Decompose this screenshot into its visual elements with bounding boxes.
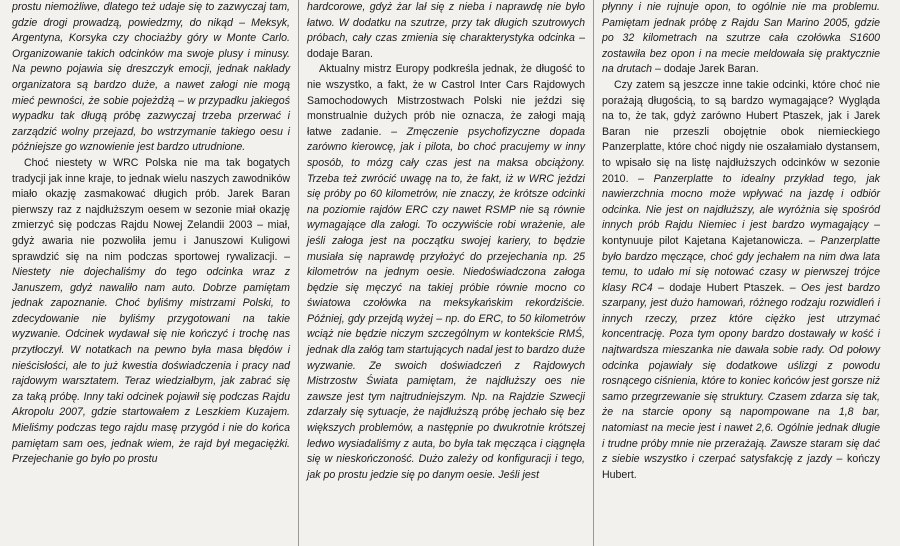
- quote-text: – Niestety nie dojechaliśmy do tego odcinka wraz z Januszem, gdyż nawaliło nam auto. Dobrze pamiętam jednak zapoznanie. Choć byliśmy mistrzami Polski, to zdecydowanie nie byliśmy przygotowani na takie wyzwanie. Odcinek wydawał się nie kończyć i trochę nas przytłoczył. W notatkach na pewno była masa błędów i nieścisłości, ale to już kwestia doświadczenia i pracy nad rajdowym warsztatem. Teraz wiedziałbym, jak zabrać się za taką próbę. Inny taki odcinek pojawił się podczas Rajdu Akropolu 2007, gdzie startowałem z Leszkiem Kuzajem. Mieliśmy podczas tego rajdu masę przygód i nie do końca pamiętam sam oes, jednak wiem, że rajd był megaciężki. Przejechanie go było po prostu: [12, 250, 290, 466]
- body-text: – dodaje Jarek Baran.: [652, 63, 759, 76]
- body-text: Czy zatem są jeszcze inne takie odcinki, które choć nie porażają długością, to są bardzo wymagające? Wygląda na to, że tak, gdyż zarówno Hubert Ptaszek, jak i Jarek Baran nie przeszli obojętnie obok niemieckiego Panzerplatte, które choć nigdy nie oszałamiało dystansem, to wpisało się na listę najdłuższych odcinków w sezonie 2010.: [602, 78, 880, 185]
- body-text: – kończy Hubert.: [602, 453, 880, 481]
- column-divider: [593, 0, 594, 546]
- quote-text: – Panzerplatte było bardzo męczące, choć gdy jechałem na nim dwa lata temu, to udało mi się notować czasy w pierwszej trójce klasy RC4: [602, 234, 880, 294]
- text-column-1: [6, 0, 296, 546]
- quote-text: hardcorowe, gdyż żar lał się z nieba i naprawdę nie było łatwo. W dodatku na szutrze, przy tak długich szutrowych próbach, cały czas zmienia się charakterystyka odcinka: [307, 1, 585, 45]
- quote-text: płynny i nie rujnuje opon, to ogólnie nie ma problemu. Pamiętam jednak próbę z Rajdu San Marino 2005, gdzie po 32 kilometrach na szutrze cała czołówka S1600 zostawiła bez opon i na mecie meldowała się praktycznie na drutach: [602, 1, 880, 76]
- text-column-3: [596, 0, 886, 546]
- paragraph: [602, 0, 880, 78]
- text-column-2: [301, 0, 591, 546]
- paragraph: [307, 0, 585, 62]
- quote-text: prostu niemożliwe, dlatego też udaje się to zazwyczaj tam, gdzie drogi prowadzą, powiedzmy, do nikąd – Meksyk, Argentyna, Korsyka czy chociażby góry w Monte Carlo. Organizowanie takich odcinków ma swoje plusy i minusy. Na pewno pojawia się dreszczyk emocji, jednak nakłady organizatora są bardzo duże, a nawet załogi nie mogą mieć pewności, że sobie pojeżdżą – w przypadku jakiegoś wypadku tak długą próbę zazwyczaj trzeba przerwać i zarządzić wolny przejazd, bo wstrzymanie takiego oesu i późniejsze go wznowienie jest bardzo utrudnione.: [12, 1, 290, 154]
- quote-text: – Panzerplatte to idealny przykład tego, jak nawierzchnia mocno może wpływać na jazdę i odbiór odcinka. Nie jest on najdłuższy, ale wyróżnia się spośród innych prób Rajdu Niemiec i jest bardzo wymagający: [602, 172, 880, 232]
- quote-text: – Oes jest bardzo szarpany, jest dużo hamowań, różnego rodzaju rozwidleń i innych rzeczy, przez które ciężko jest utrzymać koncentrację. Poza tym opony bardzo dostawały w kość i najtwardsza mieszanka nie dawała sobie rady. Od połowy odcinka pojawiały się dodatkowe uślizgi z powodu rosnącego ciśnienia, które to koniec końców jest gorsze niż samo przegrzewanie się struktury. Czasem zdarza się tak, że na starcie opony są napompowane na 1,8 bar, natomiast na mecie jest i nawet 2,6. Ogólnie jednak długie i trudne próby mnie nie przerażają. Zawsze staram się dać z siebie wszystko i czerpać satysfakcję z jazdy: [602, 281, 880, 466]
- body-text: Choć niestety w WRC Polska nie ma tak bogatych tradycji jak inne kraje, to jednak wielu naszych zawodników miało okazję zasmakować długich prób. Jarek Baran pierwszy raz z najdłuższym oesem w sezonie miał okazję zmierzyć się podczas Rajdu Nowej Zelandii 2003 – miał, gdyż awaria nie pozwoliła jemu i Januszowi Kuligowi sprawdzić się na nim podczas sportowej rywalizacji.: [12, 156, 290, 263]
- paragraph: [12, 0, 290, 156]
- paragraph: [602, 78, 880, 483]
- paragraph: [307, 62, 585, 483]
- column-divider: [298, 0, 299, 546]
- body-text: Aktualny mistrz Europy podkreśla jednak, że długość to nie wszystko, a fakt, że w Castrol Inter Cars Rajdowych Samochodowych Mistrzostwach Polski nie jeździ się monstrualnie dużych prób nie oznacza, że załogi mają łatwe zadanie.: [307, 63, 585, 138]
- paragraph: [12, 156, 290, 468]
- body-text: – kontynuuje pilot Kajetana Kajetanowicza.: [602, 219, 880, 247]
- body-text: – dodaje Baran.: [307, 32, 585, 60]
- body-text: – dodaje Hubert Ptaszek.: [652, 281, 790, 294]
- quote-text: – Zmęczenie psychofizyczne dopada zarówno kierowcę, jak i pilota, bo choć pracujemy w inny sposób, to mózg cały czas jest na maksa obciążony. Trzeba też zwrócić uwagę na to, że fakt, iż w WRC jeździ się próby po 60 kilometrów, nie znaczy, że krótsze odcinki na poziomie rajdów ERC czy nawet RSMP nie są równie wymagające dla załogi. To oczywiście robi wrażenie, ale jeśli załoga jest na początku swojej kariery, to będzie musiała się naprawdę przyłożyć do przejechania np. 25 kilometrów na jednym oesie. Niedoświadczona załoga będzie się męczyć na takiej próbie równie mocno co światowa czołówka na meksykańskim rekordziście. Później, gdy przejdą wyżej – np. do ERC, to 50 kilometrów wciąż nie będzie niczym szczególnym w kontekście RMŚ, jednak dla załóg tam startujących nadal jest to bardzo duże wyzwanie. Ze swoich doświadczeń z Rajdowych Mistrzostw Świata pamiętam, że najdłuższy oes nie zawsze jest tym najtrudniejszym. Np. na Rajdzie Szwecji zdarzały się sytuacje, że najdłuższą próbę jechało się bez większych problemów, a następnie po dwukrotnie krótszej ledwo wysiadaliśmy z auta, bo była tak męcząca i ciągnęła się w nieskończoność. Dużo zależy od konfiguracji i tego, jak po prostu jedzie się po danym oesie. Jeśli jest: [307, 125, 586, 481]
